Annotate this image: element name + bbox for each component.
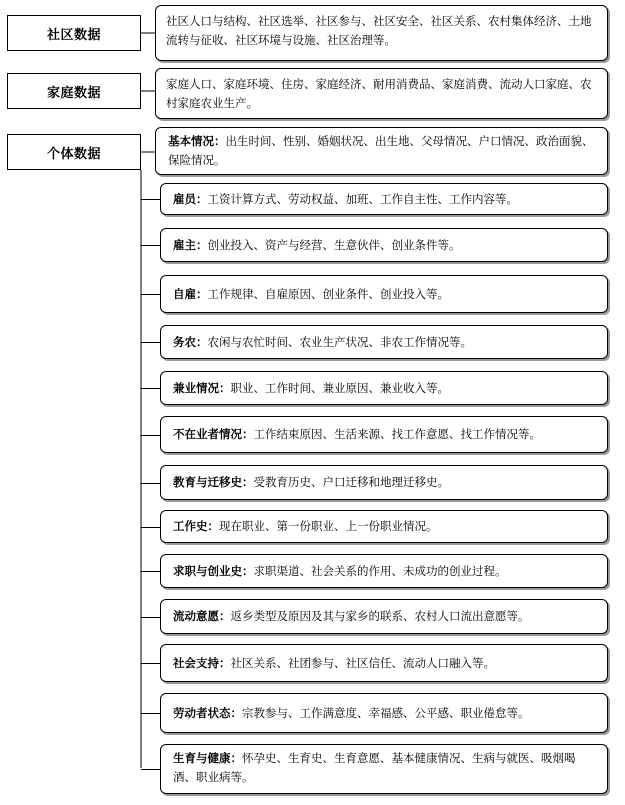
item-text: 工资计算方式、劳动权益、加班、工作自主性、工作内容等。 — [207, 191, 518, 206]
item-label: 社会支持： — [173, 655, 231, 670]
item-job-search — [160, 554, 608, 588]
item-farming — [160, 325, 608, 359]
item-text: 返乡类型及原因及其与家乡的联系、农村人口流出意愿等。 — [230, 609, 530, 623]
item-label: 雇员： — [173, 191, 208, 206]
item-label: 生育与健康： — [173, 751, 242, 765]
item-label: 工作史： — [173, 519, 219, 533]
item-employee — [160, 183, 608, 215]
item-employer — [160, 228, 608, 262]
item-fertility-health — [160, 744, 608, 794]
item-label: 雇主： — [173, 237, 208, 252]
category-family — [7, 73, 141, 109]
item-self-employed — [160, 275, 608, 313]
community-description — [155, 5, 608, 61]
category-community — [7, 15, 141, 51]
item-part-time — [160, 371, 608, 405]
item-education-migration — [160, 465, 608, 500]
category-family-label: 家庭数据 — [46, 85, 101, 101]
category-individual-label: 个体数据 — [46, 146, 101, 162]
item-label: 兼业情况： — [173, 380, 231, 395]
family-description-text: 家庭人口、家庭环境、住房、家庭经济、耐用消费品、家庭消费、流动人口家庭、农村家庭农业生产。 — [166, 77, 592, 110]
item-text: 职业、工作时间、兼业原因、兼业收入等。 — [230, 380, 449, 395]
item-label: 基本情况： — [168, 134, 226, 148]
item-label: 劳动者状态： — [173, 705, 242, 720]
item-label: 教育与迁移史： — [173, 475, 254, 489]
item-label: 自雇： — [173, 286, 208, 301]
item-worker-status — [160, 693, 608, 733]
item-text: 怀孕史、生育史、生育意愿、基本健康情况、生病与就医、吸烟喝酒、职业病等。 — [173, 751, 576, 784]
category-community-label: 社区数据 — [46, 27, 101, 43]
item-label: 不在业者情况： — [173, 427, 254, 441]
item-text: 求职渠道、社会关系的作用、未成功的创业过程。 — [253, 563, 507, 578]
item-social-support — [160, 644, 608, 682]
family-description — [155, 68, 608, 119]
item-text: 宗教参与、工作满意度、幸福感、公平感、职业倦怠等。 — [242, 705, 530, 720]
item-work-history — [160, 510, 608, 543]
item-unemployed — [160, 416, 608, 453]
item-text: 创业投入、资产与经营、生意伙伴、创业条件等。 — [207, 237, 461, 252]
item-text: 受教育历史、户口迁移和地理迁移史。 — [253, 475, 449, 489]
item-text: 现在职业、第一份职业、上一份职业情况。 — [219, 519, 438, 533]
category-individual — [7, 134, 141, 170]
item-label: 务农： — [173, 334, 208, 349]
item-basic-info — [155, 127, 608, 175]
item-mobility — [160, 599, 608, 634]
community-description-text: 社区人口与结构、社区选举、社区参与、社区安全、社区关系、农村集体经济、土地流转与征收、社区环境与设施、社区治理等。 — [166, 14, 592, 47]
item-text: 社区关系、社团参与、社区信任、流动人口融入等。 — [230, 655, 495, 670]
item-text: 工作结束原因、生活来源、找工作意愿、找工作情况等。 — [253, 427, 541, 441]
item-text: 出生时间、性别、婚姻状况、出生地、父母情况、户口情况、政治面貌、保险情况。 — [168, 134, 594, 167]
item-text: 农闲与农忙时间、农业生产状况、非农工作情况等。 — [207, 334, 472, 349]
item-label: 求职与创业史： — [173, 563, 254, 578]
item-text: 工作规律、自雇原因、创业条件、创业投入等。 — [207, 286, 449, 301]
item-label: 流动意愿： — [173, 609, 231, 623]
